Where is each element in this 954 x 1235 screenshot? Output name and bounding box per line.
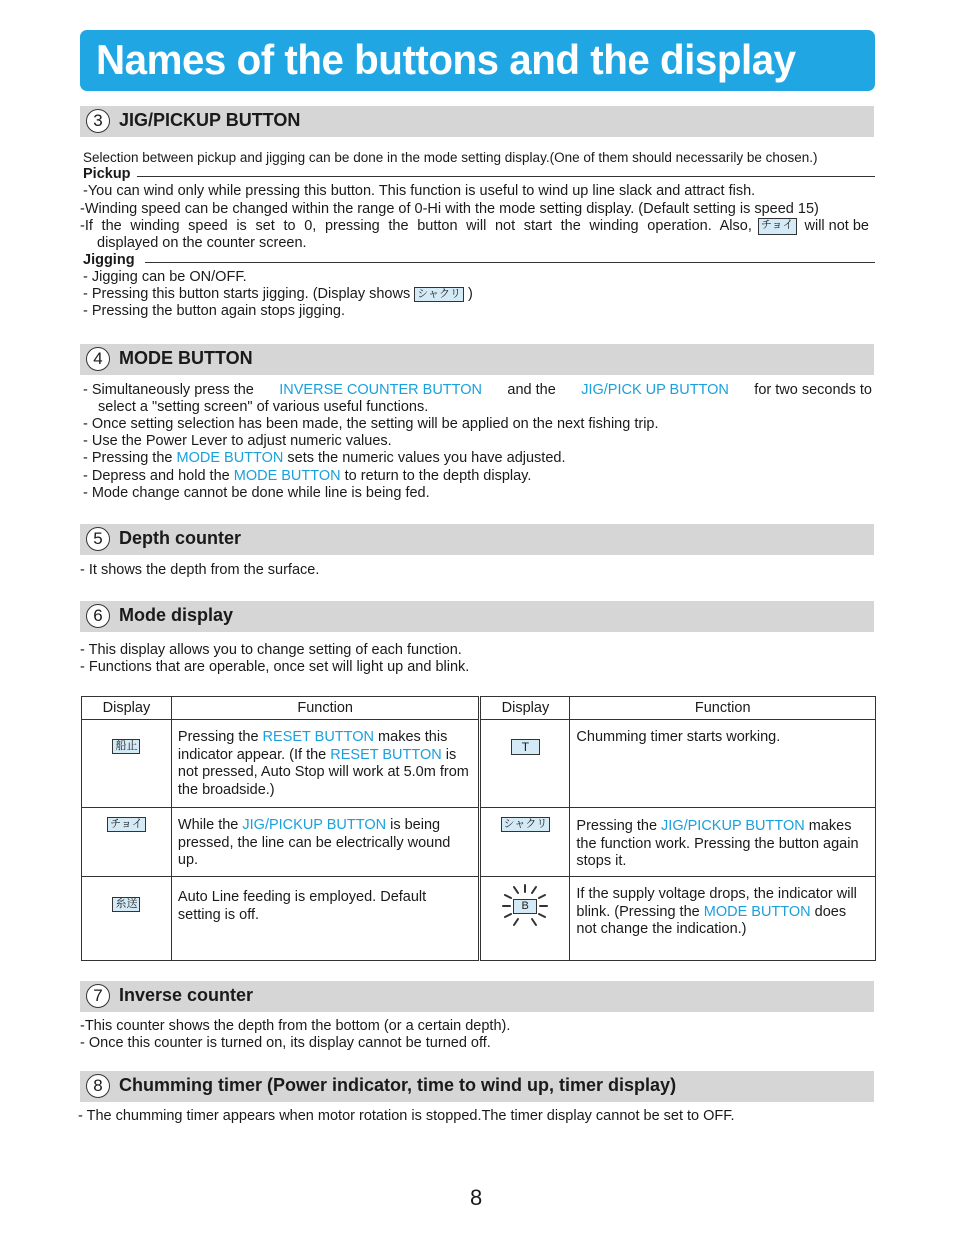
table-header-function: Function: [171, 697, 480, 720]
pickup-line-3-end: will not be: [804, 218, 869, 234]
mode-line-3: - Use the Power Lever to adjust numeric values.: [83, 433, 392, 449]
section-title-chumming-timer: Chumming timer (Power indicator, time to wind up, timer display): [119, 1075, 677, 1095]
page-number: 8: [470, 1185, 483, 1210]
section-title-depth-counter: Depth counter: [119, 528, 242, 548]
mode-line-1-e: for two seconds to: [754, 382, 872, 398]
jigging-line-2-end: ): [468, 286, 473, 302]
mode-line-1-a: - Simultaneously press the: [83, 382, 254, 398]
battery-b-indicator-chip: B: [513, 899, 536, 914]
table-cell-display: [480, 808, 570, 877]
table-cell-function: [171, 720, 480, 808]
mode-line-2: - Once setting selection has been made, the setting will be applied on the next fishing trip.: [83, 416, 659, 432]
jigging-line-2: [83, 286, 473, 303]
jig-pickup-button-ref: JIG/PICK UP BUTTON: [581, 382, 729, 398]
pickup-rule: [137, 176, 875, 177]
mode-line-1-cont: select a "setting screen" of various useful functions.: [98, 399, 429, 415]
battery-blink-indicator: [495, 881, 555, 931]
table-header-function: Function: [570, 697, 876, 720]
choi-indicator-chip: チョイ: [758, 218, 797, 235]
pickup-line-2: -Winding speed can be changed within the range of 0-Hi with the mode setting display. (Default setting is speed 15): [80, 201, 819, 217]
mode-display-line-1: - This display allows you to change setting of each function.: [80, 642, 462, 658]
jigging-line-1: - Jigging can be ON/OFF.: [83, 269, 247, 285]
jigging-rule: [145, 262, 875, 263]
page-title: Names of the buttons and the display: [96, 36, 796, 83]
section-number-4: 4: [86, 347, 110, 371]
pickup-line-3: [80, 218, 869, 235]
section-number-5: 5: [86, 527, 110, 551]
depth-counter-line-1: - It shows the depth from the surface.: [80, 562, 320, 578]
table-row: [82, 720, 876, 808]
r3-right-c: does not change the indication.): [576, 903, 847, 937]
mode-line-5-a: - Depress and hold the: [83, 468, 230, 484]
section-header-chumming-timer: [80, 1071, 874, 1102]
inverse-counter-line-1: -This counter shows the depth from the bottom (or a certain depth).: [80, 1018, 511, 1034]
mode-line-1: [83, 382, 872, 399]
reset-button-ref: RESET BUTTON: [330, 746, 442, 763]
section-title-jig-pickup: JIG/PICKUP BUTTON: [119, 110, 301, 130]
r1-left-a: Pressing the: [177, 729, 259, 745]
r3-right-a: If the supply voltage drops, the indicator will blink. (Pressing the: [576, 886, 857, 920]
section-title-inverse-counter: Inverse counter: [119, 985, 254, 1005]
jig-pickup-button-ref: JIG/PICKUP BUTTON: [661, 818, 805, 834]
mode-line-4-a: - Pressing the: [83, 450, 173, 466]
r2-right-c: makes the function work. Pressing the button again stops it.: [576, 818, 859, 869]
table-cell-display: [480, 720, 570, 808]
table-row: [82, 808, 876, 877]
table-header-display: Display: [480, 697, 570, 720]
choi-indicator-chip: チョイ: [107, 817, 146, 832]
table-cell-function: Chumming timer starts working.: [570, 720, 876, 808]
table-header-display: Display: [82, 697, 172, 720]
table-cell-function: [171, 808, 480, 877]
title-banner: [80, 30, 875, 91]
table-header-row: [82, 697, 876, 720]
jigging-line-2-text: - Pressing this button starts jigging. (Display shows: [83, 286, 411, 302]
mode-button-ref: MODE BUTTON: [703, 903, 811, 920]
r2-left-c: is being pressed, the line can be electrically wound up.: [177, 817, 451, 868]
section-header-mode-button: [80, 344, 874, 375]
table-row: [82, 877, 876, 961]
mode-button-ref: MODE BUTTON: [233, 468, 341, 484]
table-cell-function: Auto Line feeding is employed. Default setting is off.: [171, 877, 480, 961]
mode-line-1-c: and the: [507, 382, 556, 398]
r1-left-c: makes this indicator appear. (If the: [177, 729, 448, 763]
chumming-timer-line-1: - The chumming timer appears when motor rotation is stopped.The timer display cannot be set to OFF.: [78, 1108, 735, 1124]
jigging-heading: Jigging: [83, 252, 135, 268]
funadome-indicator-chip: 船止: [112, 739, 140, 754]
pickup-line-1: -You can wind only while pressing this button. This function is useful to wind up line slack and attract fish.: [83, 183, 756, 199]
timer-t-indicator-chip: T: [511, 739, 540, 755]
mode-line-4: [83, 450, 565, 467]
section-header-depth-counter: [80, 524, 874, 555]
section-title-mode-button: MODE BUTTON: [119, 348, 253, 368]
inverse-counter-button-ref: INVERSE COUNTER BUTTON: [279, 382, 483, 398]
table-cell-display: [480, 877, 570, 961]
table-cell-display: [82, 877, 172, 961]
jigging-line-3: - Pressing the button again stops jigging.: [83, 303, 345, 319]
mode-line-4-c: sets the numeric values you have adjusted.: [287, 450, 566, 466]
itookuri-indicator-chip: 糸送: [112, 897, 140, 912]
section-number-3: 3: [86, 109, 110, 133]
table-cell-function: [570, 808, 876, 877]
mode-line-6: - Mode change cannot be done while line is being fed.: [83, 485, 430, 501]
mode-button-ref: MODE BUTTON: [176, 450, 284, 466]
jig-pickup-button-ref: JIG/PICKUP BUTTON: [242, 817, 387, 833]
section-number-7: 7: [86, 984, 110, 1008]
reset-button-ref: RESET BUTTON: [262, 729, 375, 745]
shakuri-indicator-chip: シャクリ: [414, 287, 464, 302]
section-header-mode-display: [80, 601, 874, 632]
section-number-8: 8: [86, 1074, 110, 1098]
table-cell-display: [82, 720, 172, 808]
shakuri-indicator-chip: シャクリ: [501, 817, 551, 832]
mode-display-line-2: - Functions that are operable, once set will light up and blink.: [80, 659, 470, 675]
r2-left-a: While the: [177, 817, 239, 833]
mode-line-5: [83, 468, 531, 485]
section-title-mode-display: Mode display: [119, 605, 234, 625]
r2-right-a: Pressing the: [576, 818, 658, 834]
section-header-jig-pickup: [80, 106, 874, 137]
table-cell-function: [570, 877, 876, 961]
inverse-counter-line-2: - Once this counter is turned on, its display cannot be turned off.: [80, 1035, 491, 1051]
jig-pickup-intro: Selection between pickup and jigging can be done in the mode setting display.(One of them should necessarily be chosen.): [83, 150, 818, 165]
pickup-line-3-text: -If the winding speed is set to 0, pressing the button will not start the winding operation. Also,: [80, 218, 752, 234]
r1-left-e: is not pressed, Auto Stop will work at 5.0m from the broadside.): [177, 746, 469, 798]
pickup-line-3-cont: displayed on the counter screen.: [97, 235, 307, 251]
mode-line-5-c: to return to the depth display.: [344, 468, 532, 484]
pickup-heading: Pickup: [83, 166, 131, 182]
section-header-inverse-counter: [80, 981, 874, 1012]
section-number-6: 6: [86, 604, 110, 628]
table-cell-display: [82, 808, 172, 877]
mode-display-table: [81, 696, 876, 961]
